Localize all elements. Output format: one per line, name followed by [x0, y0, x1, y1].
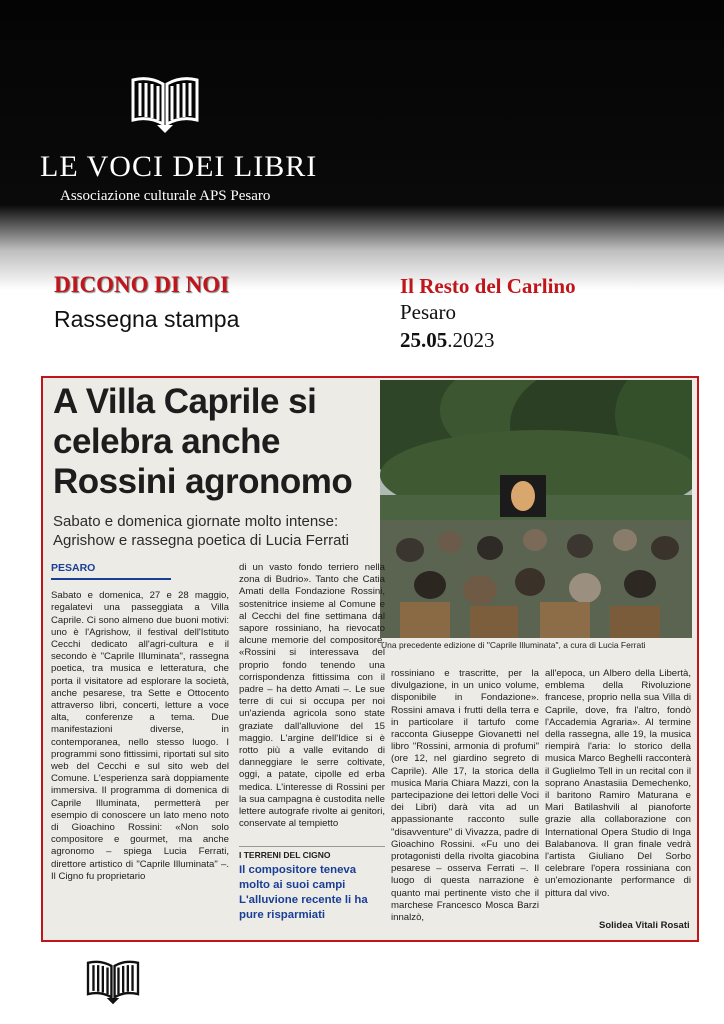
article-signature: Solidea Vitali Rosati	[599, 920, 690, 931]
article-column-4	[545, 668, 691, 900]
logo-subtitle: Associazione culturale APS Pesaro	[60, 188, 271, 204]
date-year: .2023	[447, 328, 495, 352]
article-column-1	[51, 562, 229, 883]
article-column-3-text: rossiniano e trascritte, per la divulgazione, in un unico volume, disponibile in Fondazione». Rossini amava i frutti della terra e in particolare il tartufo come racconta Giuseppe Giovanetti nel libro "Rossini, armonia di profumi" (ore 12, nel giardino segreto di Caprile). Alle 17, la storica della musica Maria Chiara Mazzi, con la partecipazione dei lettori delle Voci dei Libri) darà vita ad un appassionante racconto sulle "disavventure" di Vivazza, padre di Gioachino Rossini. «Fu uno dei protagonisti della rivolta giacobina pesarese – osserva Ferrati –. Il luogo di questa narrazione è quanto mai pertinente visto che il marchese Francesco Mosca Barzi innalzò,	[391, 668, 539, 924]
date-day-month: 25.05	[400, 328, 448, 352]
article-headline: A Villa Caprile si celebra anche Rossini agronomo	[53, 382, 353, 501]
newspaper-clipping	[41, 376, 699, 942]
header-banner	[0, 0, 724, 290]
article-column-3	[391, 668, 539, 924]
publication-city: Pesaro	[400, 300, 456, 324]
article-column-4-text: all'epoca, un Albero della Libertà, emblema della Rivoluzione francese, proprio nella sua Villa di Caprile, dove, fra l'altro, fondò l'Accademia Agraria». Al termine della rassegna, alle 19, la musica riempirà l'aria: lo storico della musica Marco Beghelli racconterà il Guglielmo Tell in un recital con il soprano Anastasiia Demechenko, il baritono Ramiro Maturana e Mari Batilashvili al pianoforte grazie alla collaborazione con International Opera Studio di Inga Balabanova. Il gran finale vedrà l'artista Giuliano Del Sorbo celebrare l'opera rossiniana con un'emozionante performance di pittura dal vivo.	[545, 668, 691, 899]
section-subtitle: Rassegna stampa	[54, 306, 240, 332]
open-book-icon	[129, 70, 201, 134]
publication-name: Il Resto del Carlino	[400, 274, 576, 298]
open-book-icon	[84, 955, 142, 1005]
article-column-1-text: Sabato e domenica, 27 e 28 maggio, regalatevi una passeggiata a Villa Caprile. Ci sono almeno due buoni motivi: uno è l'Agrishow, il festival dell'Istituto Cecchi dedicato all'agri-cultura e il secondo è "Caprile Illuminata", rassegna poetica, tra musica e letteratura, che porta il visitatore ad esplorare la società, anche pesarese, tra Sette e Ottocento attraverso libri, concerti, letture a voce alta, conferenze a tema. Due manifestazioni diverse, in contemporanea, nello stesso luogo. I programmi sono fittissimi, riportati sul sito web del Cecchi e sul sito web del Comune. L'esperienza sarà doppiamente immersiva. Il programma di domenica di Caprile Illuminata, permetterà per esempio di conoscere un lato meno noto di Gioachino Rossini: «Non solo compositore e gourmet, ma anche agronomo – spiega Lucia Ferrati, direttore artistico di "Caprile Illuminata" –. Il Cigno fu proprietario	[51, 590, 229, 882]
article-column-2-text: di un vasto fondo terriero nella zona di Budrio». Tanto che Catia Amati della Fondazione Rossini, sostenitrice insieme al Comune e al Cecchi del fine settimana dal sapore rossiniano, ha rievocato alcune memorie del compositore. «Rossini si interessava del proprio fondo tenendo una corrispondenza fittissima con il padre – ha detto Amati –. Le sue terre di cui si occupa per noi un'azienda agricola sono state graziate dall'alluvione del 15 maggio. L'argine dell'Idice si è rotto più a valle evitando di danneggiare le serre coltivate, oggi, a patate, cipolle ed erba medica. L'interesse di Rossini per la sua campagna è custodita nelle lettere autografe rivolte ai genitori, conservate al tempietto	[239, 562, 385, 830]
article-sidebox	[239, 846, 385, 923]
sidebox-text: Il compositore teneva molto ai suoi campi L'alluvione recente li ha pure risparmiati	[239, 864, 368, 921]
photo-caption: Una precedente edizione di "Caprile Illuminata", a cura di Lucia Ferrati	[381, 640, 646, 650]
article-place: PESARO	[51, 562, 171, 580]
article-subheadline: Sabato e domenica giornate molto intense: Agrishow e rassegna poetica di Lucia Ferrati	[53, 513, 349, 549]
section-title: DICONO DI NOI	[54, 272, 230, 297]
logo-title: LE VOCI DEI LIBRI	[40, 150, 318, 183]
article-column-2	[239, 562, 385, 830]
publication-date	[400, 328, 495, 353]
sidebox-label: I TERRENI DEL CIGNO	[239, 846, 385, 860]
event-photo	[380, 380, 692, 638]
